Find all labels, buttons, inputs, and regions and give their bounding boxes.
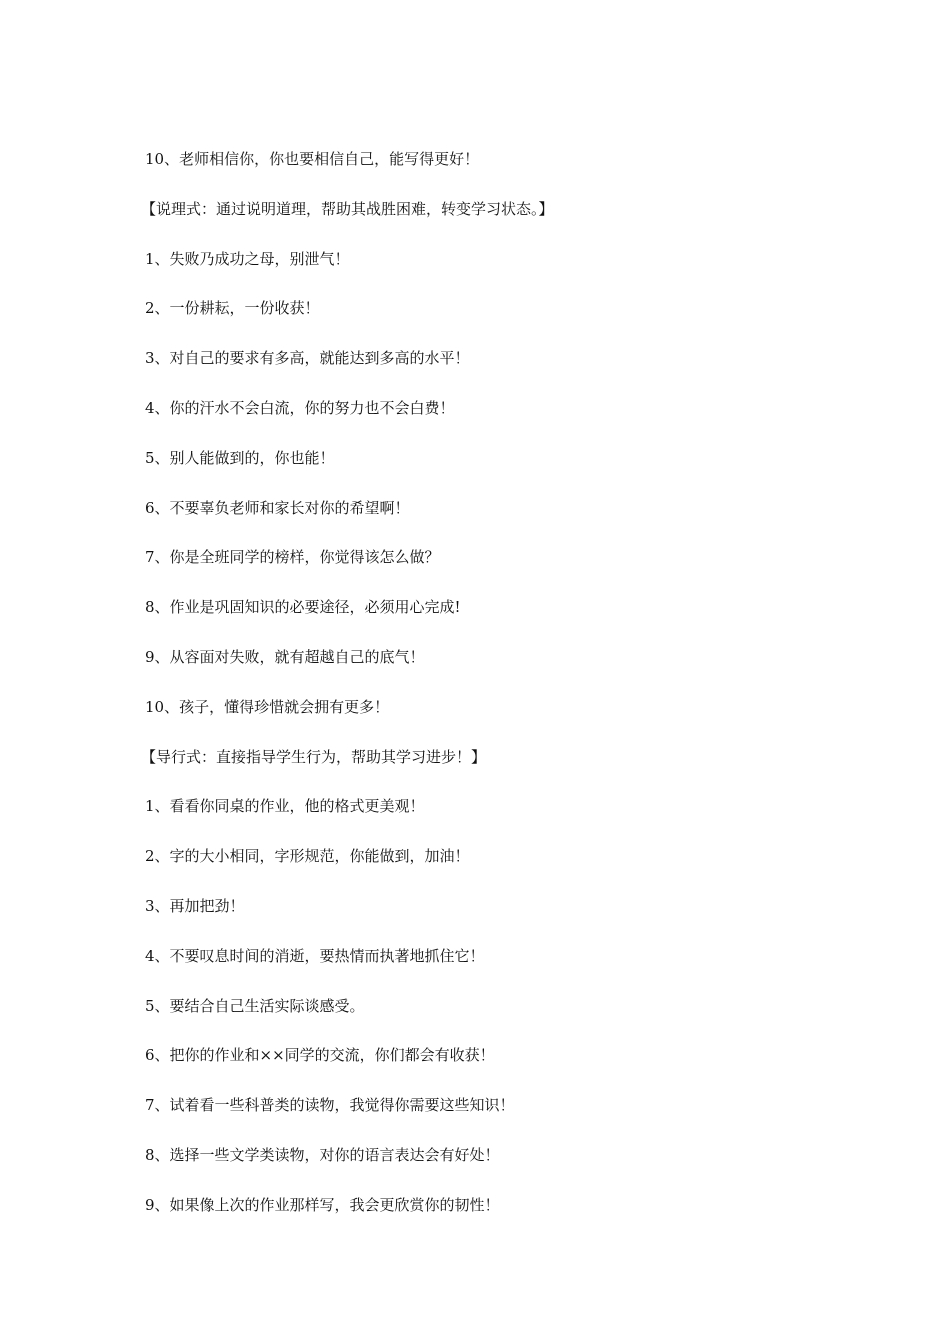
list-item: 4、你的汗水不会白流，你的努力也不会白费！ [145,398,455,417]
list-item: 10、孩子，懂得珍惜就会拥有更多！ [145,697,390,716]
list-item: 7、试着看一些科普类的读物，我觉得你需要这些知识！ [145,1096,515,1115]
list-item: 2、字的大小相同，字形规范，你能做到，加油！ [145,847,470,866]
list-item: 6、把你的作业和××同学的交流，你们都会有收获！ [145,1046,495,1065]
list-item: 3、再加把劲！ [145,896,245,915]
list-item: 7、你是全班同学的榜样，你觉得该怎么做？ [145,548,440,567]
list-item: 1、失败乃成功之母，别泄气！ [145,249,350,268]
list-item: 6、不要辜负老师和家长对你的希望啊！ [145,498,410,517]
list-item: 3、对自己的要求有多高，就能达到多高的水平！ [145,349,470,368]
list-item: 1、看看你同桌的作业，他的格式更美观！ [145,797,425,816]
list-item: 10、老师相信你，你也要相信自己，能写得更好！ [145,150,480,168]
list-item: 9、如果像上次的作业那样写，我会更欣赏你的韧性！ [145,1195,500,1214]
list-item: 8、作业是巩固知识的必要途径，必须用心完成! [145,598,461,617]
list-item: 9、从容面对失败，就有超越自己的底气！ [145,647,425,666]
list-item: 2、一份耕耘，一份收获！ [145,299,320,318]
list-item: 5、要结合自己生活实际谈感受。 [145,996,365,1015]
list-item: 5、别人能做到的，你也能！ [145,448,335,467]
section-heading-reasoning: 【说理式：通过说明道理，帮助其战胜困难，转变学习状态。】 [141,199,554,218]
section-heading-guidance: 【导行式：直接指导学生行为，帮助其学习进步！】 [141,747,487,766]
document-body [141,147,845,1243]
list-item: 8、选择一些文学类读物，对你的语言表达会有好处！ [145,1145,500,1164]
list-item: 4、不要叹息时间的消逝，要热情而执著地抓住它！ [145,946,485,965]
